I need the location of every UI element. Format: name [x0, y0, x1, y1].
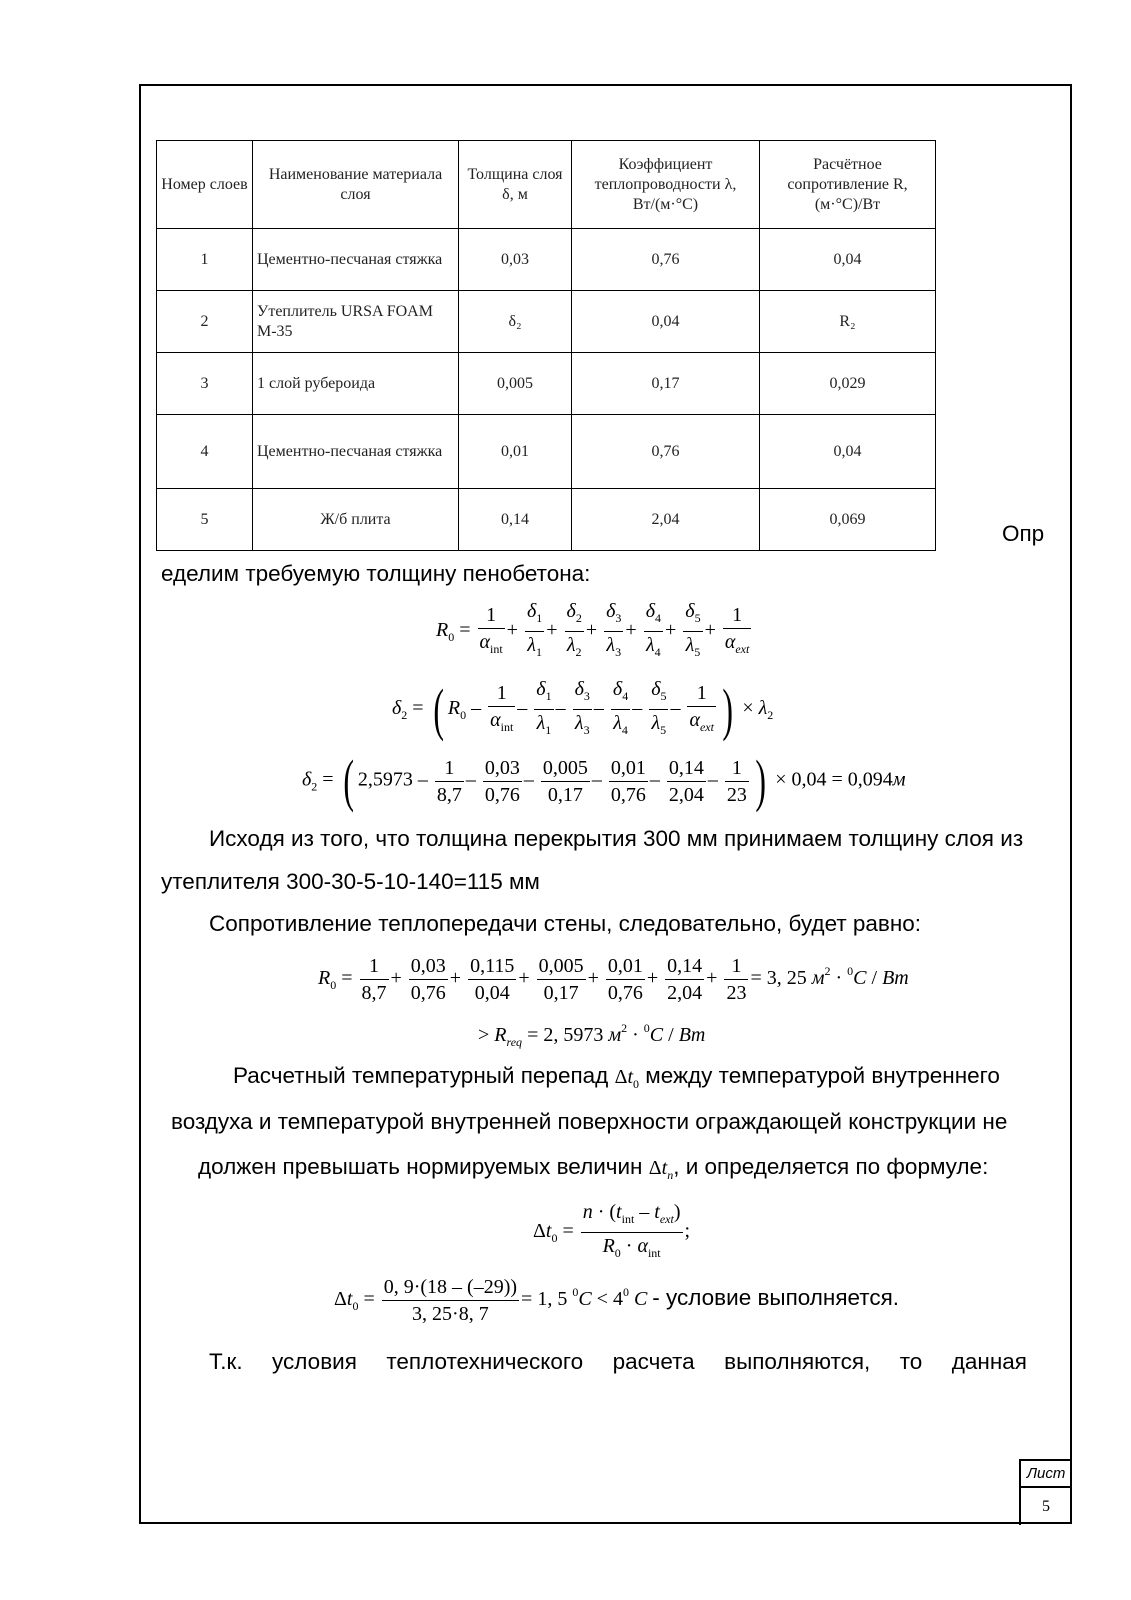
formula-r0-numeric: $R_0$ = $\frac{1}{8,7}$ + $\frac{0,03}{0,76}$ + $\frac{0,115}{0,04}$ + $\frac{0,005}{0,17}$ + $\frac{0,01}{0,76}$ + $\frac{0,14}{2,04}$ + $\frac{1}{23}$ = 3, 25 $м^2 \cdot ^0C / Bm$: [318, 955, 909, 1004]
cell-resistance: 0,069: [760, 489, 936, 551]
table-row: [157, 415, 936, 489]
table-row: [157, 353, 936, 415]
table-header-row: [157, 141, 936, 229]
paragraph-thickness-a: Исходя из того, что толщина перекрытия 300 мм принимаем толщину слоя из: [209, 826, 1024, 851]
table-row: [157, 489, 936, 551]
paragraph-delta-t-b: воздуха и температурой внутренней поверхности ограждающей конструкции не: [171, 1109, 1008, 1134]
cell-material: Ж/б плита: [253, 489, 459, 551]
paragraph-intro: еделим требуемую толщину пенобетона:: [161, 561, 591, 586]
cell-thickness: 0,14: [459, 489, 572, 551]
cell-thickness: 0,005: [459, 353, 572, 415]
paragraph-delta-t-a: Расчетный температурный перепад $\Delta t_0$ между температурой внутреннего: [233, 1063, 1000, 1091]
formula-r0-general: $R_0$ = $\frac{1}{\alpha_{int}}$ + $\frac{\delta_1}{\lambda_1}$ + $\frac{\delta_2}{\lambda_2}$ + $\frac{\delta_3}{\lambda_3}$ + $\frac{\delta_4}{\lambda_4}$ + $\frac{\delta_5}{\lambda_5}$ + $\frac{1}{\alpha_{ext}}$: [436, 600, 750, 659]
table-row: [157, 229, 936, 291]
sheet-stamp: [1019, 1459, 1071, 1525]
formula-r0-compare: > $R_{req} = 2$, 5973 $м^2 \cdot ^0C / Bm$: [478, 1021, 706, 1049]
header-conductivity: Коэффициент теплопроводности λ, Вт/(м·°С): [572, 141, 760, 229]
cell-resistance: 0,04: [760, 229, 936, 291]
cell-number: 1: [157, 229, 253, 291]
header-resistance: Расчётное сопротивление R, (м·°С)/Вт: [760, 141, 936, 229]
header-thickness: Толщина слоя δ, м: [459, 141, 572, 229]
cell-conductivity: 0,17: [572, 353, 760, 415]
cell-number: 3: [157, 353, 253, 415]
header-layer-number: Номер слоев: [157, 141, 253, 229]
cell-number: 2: [157, 291, 253, 353]
cell-material: Утеплитель URSA FOAM М-35: [253, 291, 459, 353]
paragraph-thickness-b: утеплителя 300-30-5-10-140=115 мм: [161, 869, 540, 894]
cell-resistance: R₂: [760, 291, 936, 353]
paragraph-delta-t-c: должен превышать нормируемых величин $\Delta t_n$, и определяется по формуле:: [198, 1154, 989, 1182]
paragraph-tail: Опр: [1002, 521, 1045, 546]
cell-material: Цементно-песчаная стяжка: [253, 415, 459, 489]
sheet-number: 5: [1042, 1498, 1050, 1515]
formula-delta-t0-numeric: $\Delta t_0$ = $\frac{0, 9\cdot(18 - (-29))}{3, 25\cdot 8, 7}$ = 1, 5 $^0C < 4^0$ C - условие выполняется.: [334, 1276, 900, 1325]
condition-note: - условие выполняется.: [652, 1285, 900, 1311]
cell-conductivity: 0,76: [572, 229, 760, 291]
cell-resistance: 0,04: [760, 415, 936, 489]
header-material: Наименование материала слоя: [253, 141, 459, 229]
cell-material: 1 слой рубероида: [253, 353, 459, 415]
table-row: [157, 291, 936, 353]
formula-delta2-symbolic: $\delta_2$ = ( $R_0$ – $\frac{1}{\alpha_{int}}$ – $\frac{\delta_1}{\lambda_1}$ – $\frac{\delta_3}{\lambda_3}$ – $\frac{\delta_4}{\lambda_4}$ – $\frac{\delta_5}{\lambda_5}$ – $\frac{1}{\alpha_{ext}}$ ) × $\lambda_2$: [392, 676, 774, 742]
cell-resistance: 0,029: [760, 353, 936, 415]
cell-number: 5: [157, 489, 253, 551]
formula-delta2-numeric: $\delta_2$ = ( 2,5973 – $\frac{1}{8,7}$ – $\frac{0,03}{0,76}$ – $\frac{0,005}{0,17}$ – $\frac{0,01}{0,76}$ – $\frac{0,14}{2,04}$ – $\frac{1}{23}$ ) × 0,04 = 0,094м: [302, 748, 906, 813]
sheet-label: Лист: [1021, 1461, 1071, 1488]
cell-number: 4: [157, 415, 253, 489]
cell-conductivity: 0,04: [572, 291, 760, 353]
paragraph-resistance: Сопротивление теплопередачи стены, следовательно, будет равно:: [209, 911, 922, 936]
cell-thickness: 0,01: [459, 415, 572, 489]
cell-thickness: 0,03: [459, 229, 572, 291]
cell-material: Цементно-песчаная стяжка: [253, 229, 459, 291]
cell-thickness: δ₂: [459, 291, 572, 353]
layers-table: [156, 140, 936, 551]
cell-conductivity: 2,04: [572, 489, 760, 551]
formula-delta-t0-symbolic: $\Delta t_0$ = $\frac{n \cdot (t_{int} - t_{ext})}{R_0 \cdot \alpha_{int}}$ ;: [533, 1201, 691, 1260]
cell-conductivity: 0,76: [572, 415, 760, 489]
paragraph-conclusion: Т.к. условия теплотехнического расчета выполняются, то данная: [209, 1349, 1027, 1374]
